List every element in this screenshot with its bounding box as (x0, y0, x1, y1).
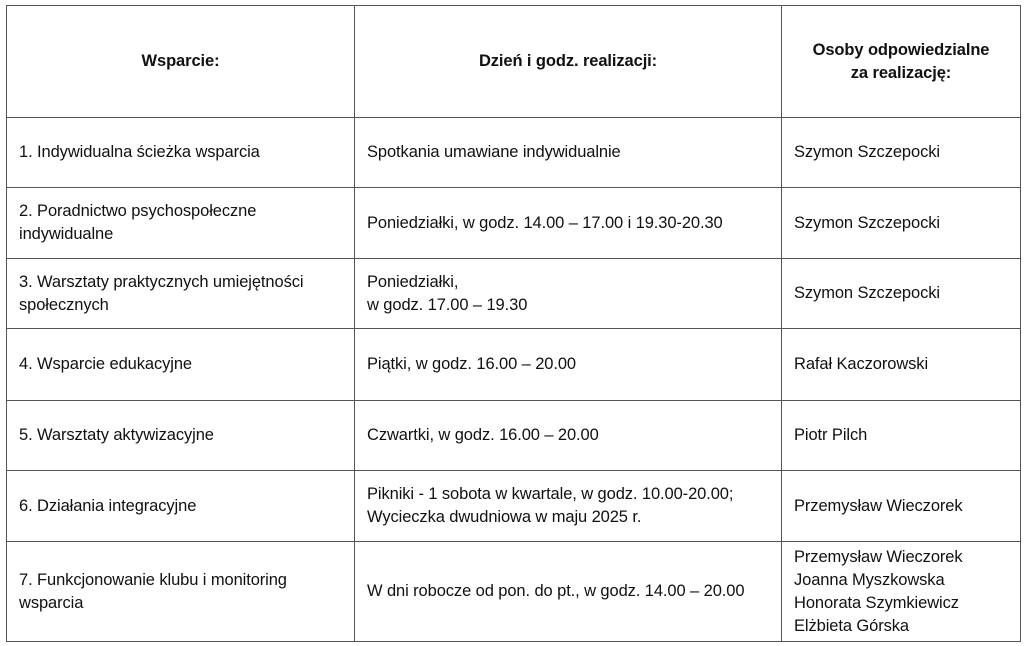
responsible-person: Rafał Kaczorowski (794, 355, 929, 373)
table-row (7, 542, 1021, 642)
responsible-person: Joanna Myszkowska (794, 570, 945, 589)
schedule-line: Poniedziałki, (367, 272, 459, 291)
responsible-person: Szymon Szczepocki (794, 213, 940, 232)
support-cell: 7. Funkcjonowanie klubu i monitoring wsparcia (7, 542, 355, 642)
support-cell: 2. Poradnictwo psychospołeczne indywidualne (7, 188, 355, 259)
header-responsible (782, 6, 1021, 118)
table-row (7, 188, 1021, 259)
table-row (7, 401, 1021, 471)
schedule-cell (355, 329, 782, 401)
responsible-person: Przemysław Wieczorek (794, 496, 963, 515)
schedule-line: Poniedziałki, w godz. 14.00 – 17.00 i 19.30-20.30 (367, 213, 723, 232)
responsible-person: Honorata Szymkiewicz (794, 593, 959, 612)
schedule-cell (355, 542, 782, 642)
header-responsible-line2: za realizację: (850, 63, 952, 82)
support-cell: 4. Wsparcie edukacyjne (7, 329, 355, 401)
header-responsible-line1: Osoby odpowiedzialne (812, 40, 990, 59)
support-schedule-table (6, 5, 1021, 642)
header-support: Wsparcie: (7, 6, 355, 118)
table-row (7, 471, 1021, 542)
responsible-cell (782, 401, 1021, 471)
support-cell: 5. Warsztaty aktywizacyjne (7, 401, 355, 471)
responsible-person: Elżbieta Górska (794, 616, 909, 635)
responsible-person: Szymon Szczepocki (794, 284, 940, 302)
schedule-cell (355, 118, 782, 188)
schedule-line: w godz. 17.00 – 19.30 (367, 295, 528, 314)
support-cell: 3. Warsztaty praktycznych umiejętności społecznych (7, 259, 355, 329)
schedule-cell (355, 188, 782, 259)
responsible-person: Przemysław Wieczorek (794, 547, 963, 566)
responsible-person: Piotr Pilch (794, 426, 868, 444)
schedule-cell (355, 401, 782, 471)
support-cell: 6. Działania integracyjne (7, 471, 355, 542)
responsible-cell (782, 259, 1021, 329)
responsible-cell (782, 118, 1021, 188)
schedule-line: Spotkania umawiane indywidualnie (367, 143, 621, 161)
schedule-cell (355, 259, 782, 329)
responsible-person: Szymon Szczepocki (794, 143, 940, 161)
table-header-row (7, 6, 1021, 118)
support-cell: 1. Indywidualna ścieżka wsparcia (7, 118, 355, 188)
table-row (7, 329, 1021, 401)
schedule-line: Piątki, w godz. 16.00 – 20.00 (367, 355, 576, 373)
schedule-line: W dni robocze od pon. do pt., w godz. 14.00 – 20.00 (367, 582, 745, 600)
responsible-cell (782, 188, 1021, 259)
schedule-cell (355, 471, 782, 542)
table-row (7, 118, 1021, 188)
table-row (7, 259, 1021, 329)
responsible-cell (782, 471, 1021, 542)
schedule-line: Pikniki - 1 sobota w kwartale, w godz. 10.00-20.00; Wycieczka dwudniowa w maju 2025 r. (367, 485, 734, 526)
header-schedule: Dzień i godz. realizacji: (355, 6, 782, 118)
responsible-cell (782, 329, 1021, 401)
schedule-line: Czwartki, w godz. 16.00 – 20.00 (367, 426, 599, 444)
responsible-cell (782, 542, 1021, 642)
